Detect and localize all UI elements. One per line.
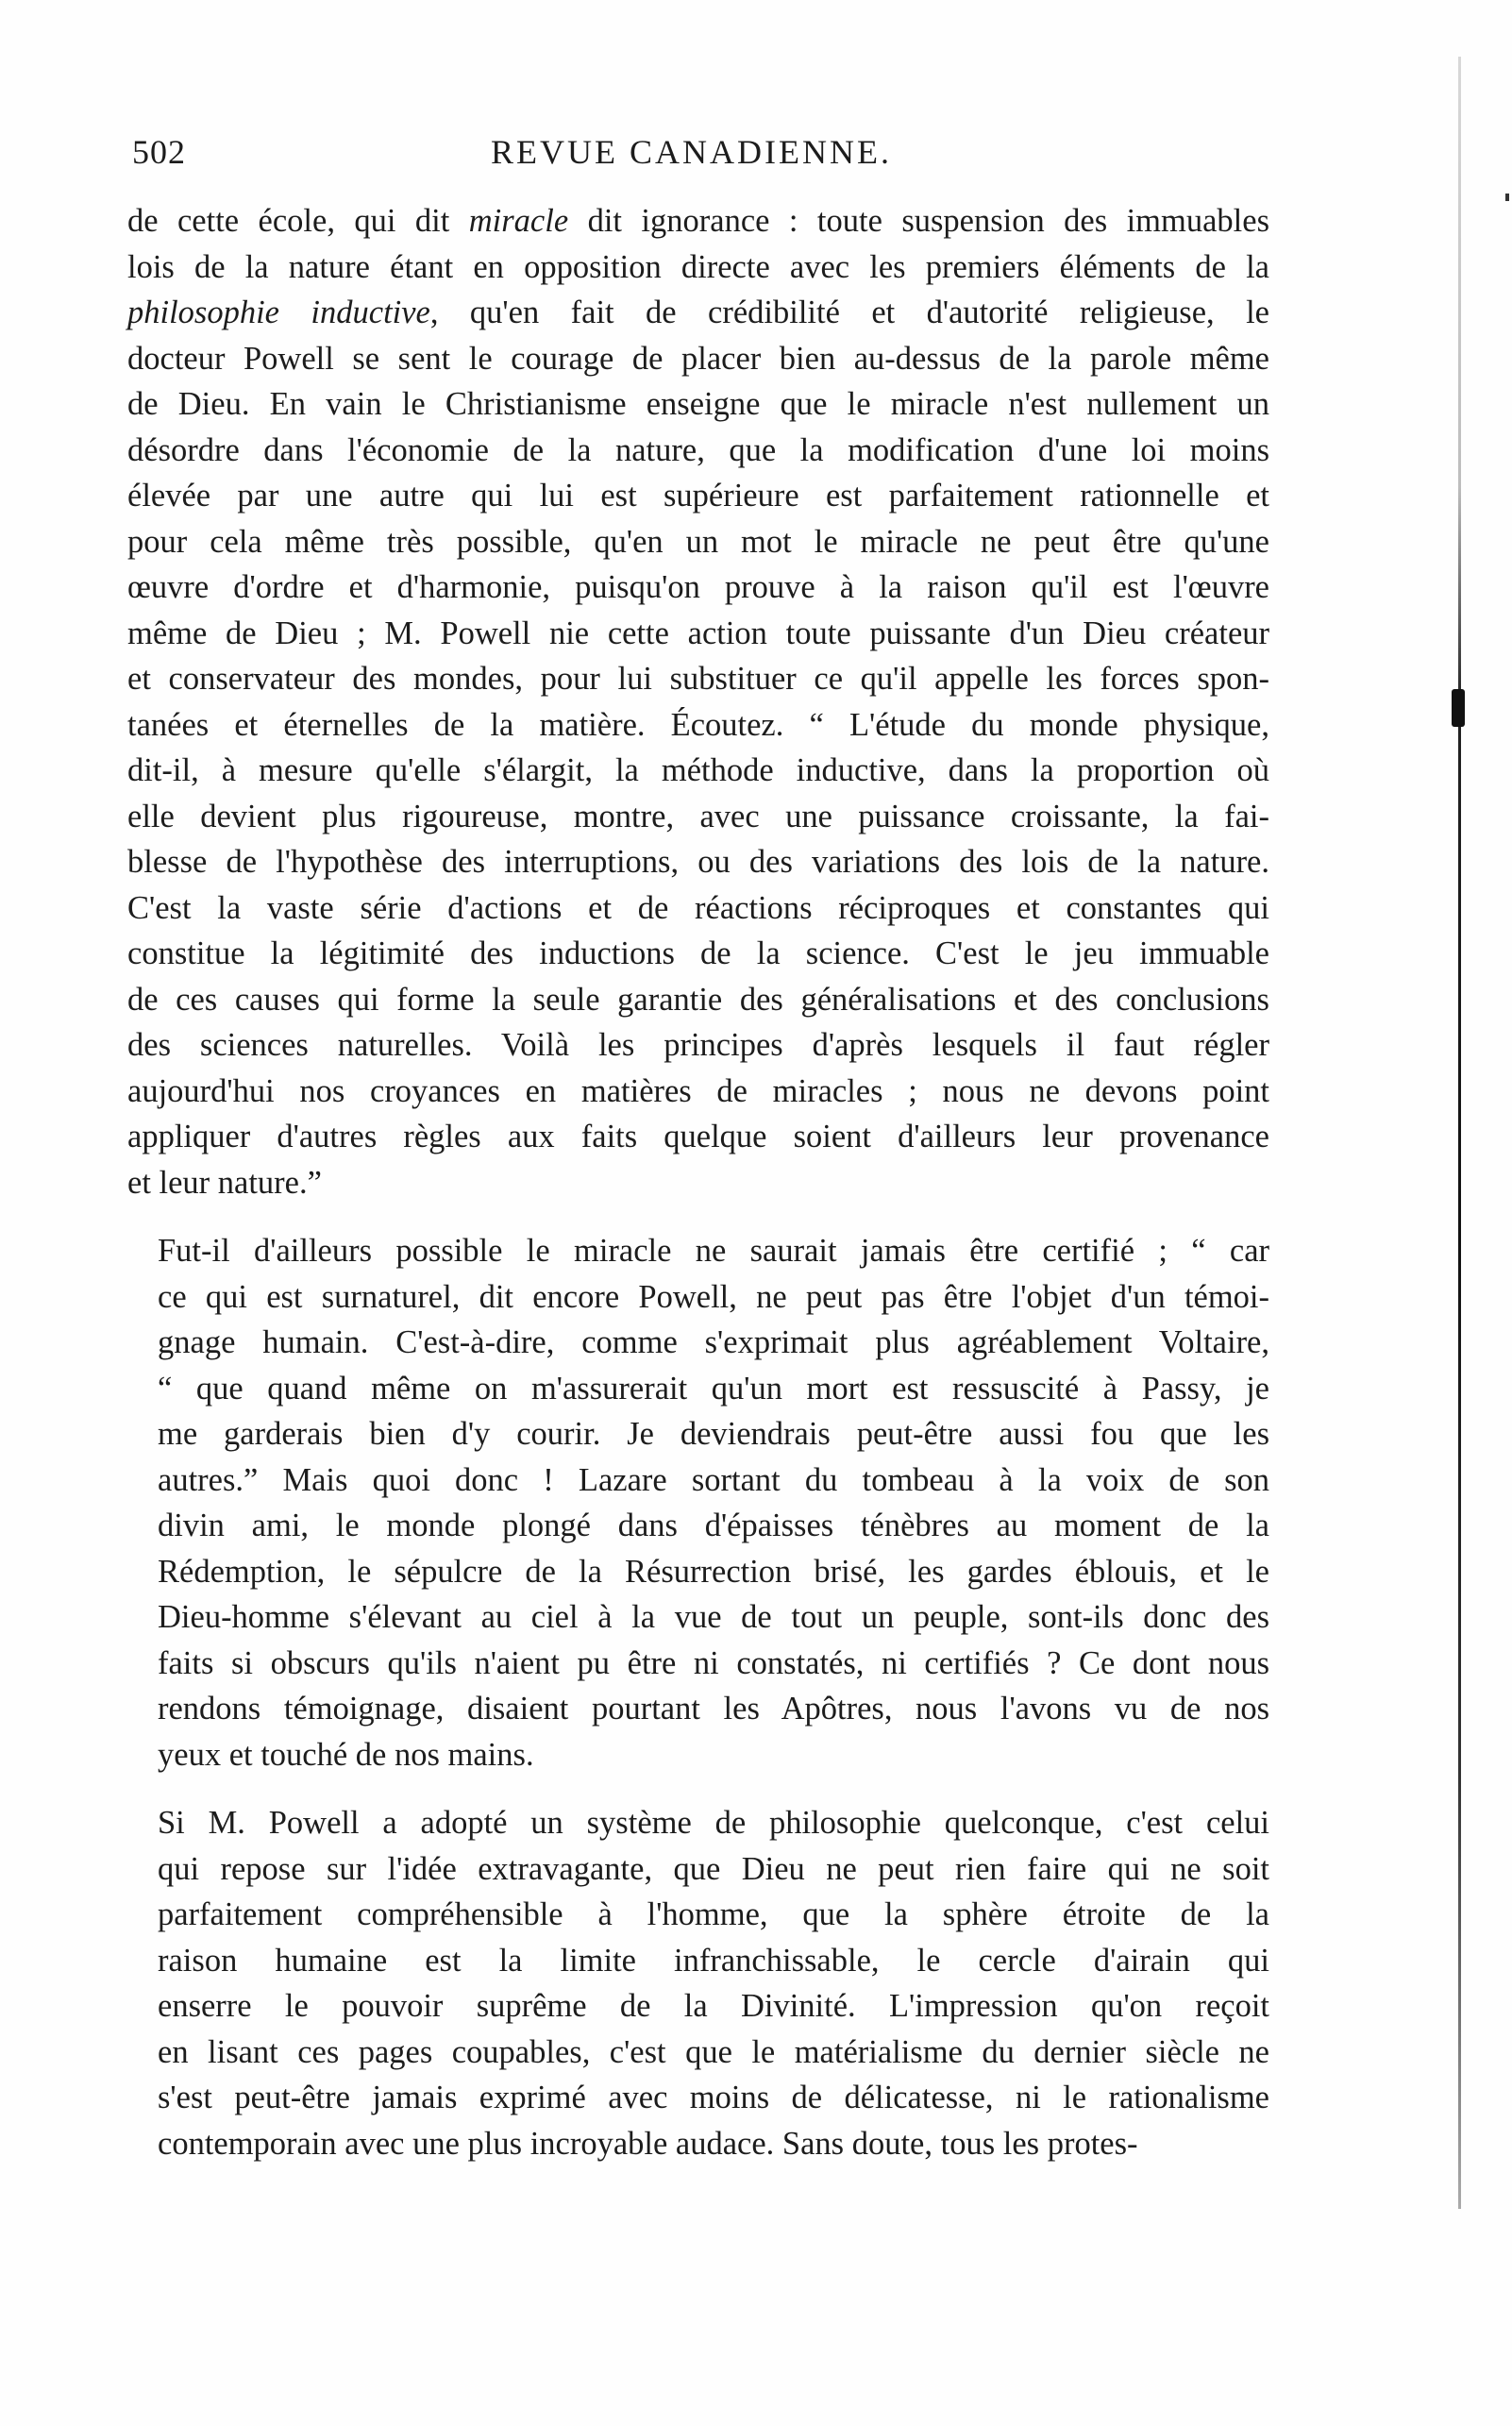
text-line: Dieu-homme s'élevant au ciel à la vue de tout un peuple, sont-ils donc des (158, 1599, 1269, 1635)
text-line: œuvre d'ordre et d'harmonie, puisqu'on prouve à la raison qu'il est l'œuvre (127, 569, 1269, 605)
text-line: et conservateur des mondes, pour lui substituer ce qu'il appelle les forces spon- (127, 661, 1269, 697)
text-line: même de Dieu ; M. Powell nie cette action toute puissante d'un Dieu créateur (127, 615, 1269, 651)
text-line: désordre dans l'économie de la nature, que la modification d'une loi moins (127, 431, 1269, 468)
text-line: contemporain avec une plus incroyable audace. Sans doute, tous les protes- (158, 2125, 1138, 2162)
text-line: philosophie inductive, qu'en fait de crédibilité et d'autorité religieuse, le (127, 295, 1269, 330)
text-line: parfaitement compréhensible à l'homme, que la sphère étroite de la (158, 1896, 1269, 1932)
scan-mark (1452, 689, 1465, 727)
text-line: s'est peut-être jamais exprimé avec moins de délicatesse, ni le rationalisme (158, 2080, 1269, 2115)
text-line: qui repose sur l'idée extravagante, que Dieu ne peut rien faire qui ne soit (158, 1850, 1269, 1887)
paragraph-gap (127, 1205, 1269, 1228)
text-line: rendons témoignage, disaient pourtant les Apôtres, nous l'avons vu de nos (158, 1691, 1269, 1727)
text-line: des sciences naturelles. Voilà les principes d'après lesquels il faut régler (127, 1027, 1269, 1063)
page-number: 502 (132, 133, 186, 171)
text-line: Rédemption, le sépulcre de la Résurrection brisé, les gardes éblouis, et le (158, 1553, 1269, 1590)
text-line: de Dieu. En vain le Christianisme enseigne que le miracle n'est nullement un (127, 386, 1269, 422)
text-line: docteur Powell se sent le courage de placer bien au-dessus de la parole même (127, 340, 1269, 377)
text-line: elle devient plus rigoureuse, montre, avec une puissance croissante, la fai- (127, 798, 1269, 834)
text-line: appliquer d'autres règles aux faits quelque soient d'ailleurs leur provenance (127, 1119, 1269, 1154)
text-line: Si M. Powell a adopté un système de philosophie quelconque, c'est celui (158, 1805, 1269, 1841)
text-line: constitue la légitimité des inductions de la science. C'est le jeu immuable (127, 935, 1269, 971)
text-line: blesse de l'hypothèse des interruptions, ou des variations des lois de la nature. (127, 844, 1269, 880)
paragraph-2 (127, 1228, 1269, 1777)
text-line: gnage humain. C'est-à-dire, comme s'exprimait plus agréablement Voltaire, (158, 1324, 1269, 1360)
text-line: divin ami, le monde plongé dans d'épaisses ténèbres au moment de la (158, 1508, 1269, 1543)
page-header (132, 132, 1246, 189)
text-line: ce qui est surnaturel, dit encore Powell, ne peut pas être l'objet d'un témoi- (158, 1278, 1269, 1315)
scan-dot (1505, 194, 1509, 201)
text-line: lois de la nature étant en opposition directe avec les premiers éléments de la (127, 248, 1269, 285)
text-line: autres.” Mais quoi donc ! Lazare sortant du tombeau à la voix de son (158, 1461, 1269, 1498)
text-line: “ que quand même on m'assurerait qu'un mort est ressuscité à Passy, je (158, 1370, 1269, 1407)
paragraph-gap (127, 1777, 1269, 1800)
text-line: yeux et touché de nos mains. (158, 1736, 534, 1773)
text-line: dit-il, à mesure qu'elle s'élargit, la méthode inductive, dans la proportion où (127, 752, 1269, 788)
text-line: enserre le pouvoir suprême de la Divinité. L'impression qu'on reçoit (158, 1988, 1269, 2024)
paragraph-3 (127, 1800, 1269, 2166)
scan-edge-shadow (1458, 57, 1461, 2209)
text-line: faits si obscurs qu'ils n'aient pu être ni constatés, ni certifiés ? Ce dont nous (158, 1644, 1269, 1681)
text-line: Fut-il d'ailleurs possible le miracle ne saurait jamais être certifié ; “ car (158, 1233, 1269, 1269)
text-line: aujourd'hui nos croyances en matières de miracles ; nous ne devons point (127, 1072, 1269, 1109)
text-line: me garderais bien d'y courir. Je deviendrais peut-être aussi fou que les (158, 1416, 1269, 1452)
text-line: raison humaine est la limite infranchissable, le cercle d'airain qui (158, 1942, 1269, 1979)
body-text (127, 198, 1269, 2166)
text-line: tanées et éternelles de la matière. Écoutez. “ L'étude du monde physique, (127, 706, 1269, 743)
text-line: de cette école, qui dit miracle dit ignorance : toute suspension des immuables (127, 203, 1269, 239)
text-line: de ces causes qui forme la seule garantie des généralisations et des conclusions (127, 981, 1269, 1018)
text-line: C'est la vaste série d'actions et de réactions réciproques et constantes qui (127, 889, 1269, 926)
text-line: élevée par une autre qui lui est supérieure est parfaitement rationnelle et (127, 478, 1269, 514)
text-line: et leur nature.” (127, 1164, 322, 1201)
text-line: pour cela même très possible, qu'en un mot le miracle ne peut être qu'une (127, 523, 1269, 560)
running-title: REVUE CANADIENNE. (491, 133, 892, 171)
text-line: en lisant ces pages coupables, c'est que le matérialisme du dernier siècle ne (158, 2033, 1269, 2070)
paragraph-1 (127, 198, 1269, 1205)
